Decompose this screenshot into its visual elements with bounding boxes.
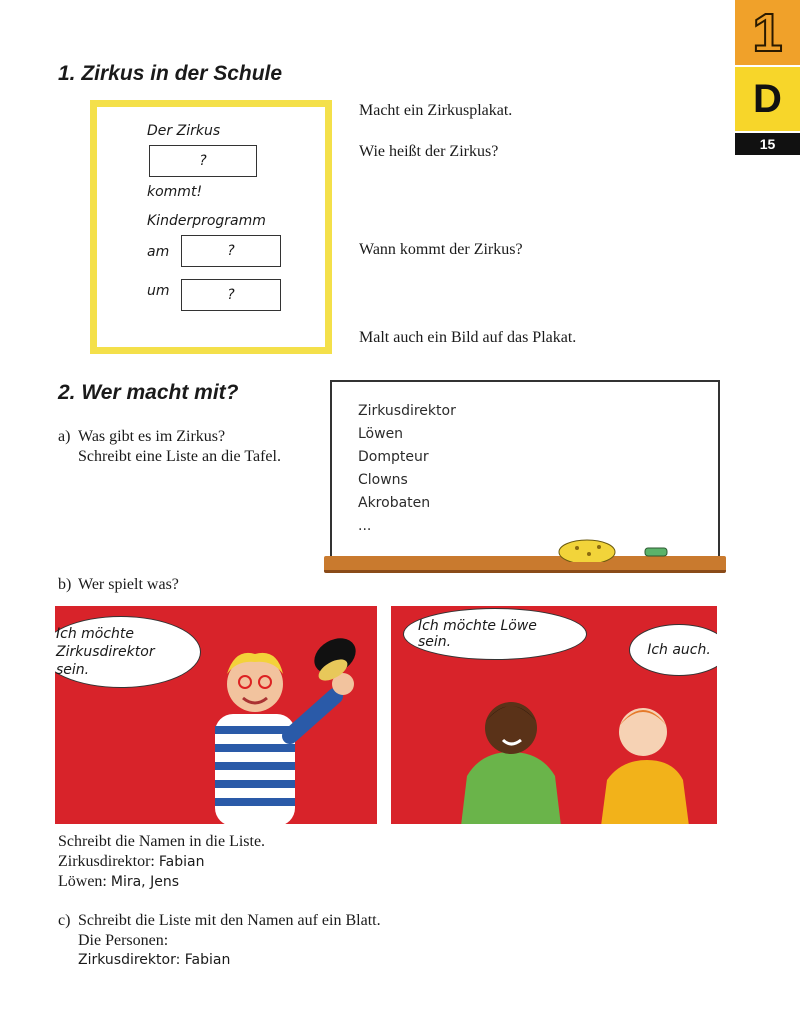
task-a-line1: Was gibt es im Zirkus? bbox=[78, 428, 226, 445]
task-b-text: Wer spielt was? bbox=[78, 576, 179, 593]
comic-panel-fabian bbox=[55, 606, 377, 824]
board-item: ... bbox=[358, 518, 372, 534]
names-row-zirkusdirektor bbox=[58, 853, 204, 871]
board-item: Akrobaten bbox=[358, 495, 431, 511]
page-number: 15 bbox=[735, 133, 800, 155]
poster-date-box: ? bbox=[181, 235, 281, 267]
poster-am-label: am bbox=[147, 244, 170, 260]
poster-time-box: ? bbox=[181, 279, 281, 311]
poster-um-label: um bbox=[147, 283, 170, 299]
board-item: Dompteur bbox=[358, 449, 429, 465]
instruction-when: Wann kommt der Zirkus? bbox=[359, 241, 523, 258]
names-instruction: Schreibt die Namen in die Liste. bbox=[58, 833, 266, 850]
task-c-example: Zirkusdirektor: Fabian bbox=[78, 952, 231, 968]
task-a-label: a) bbox=[58, 428, 71, 445]
speech-bubble-mira: Ich möchte Löwe sein. bbox=[403, 608, 587, 660]
instruction-make-poster: Macht ein Zirkusplakat. bbox=[359, 102, 513, 119]
children-illustration bbox=[451, 666, 711, 824]
section-letter: D bbox=[735, 67, 800, 131]
poster-line-kommt: kommt! bbox=[147, 184, 203, 200]
instruction-draw-picture: Malt auch ein Bild auf das Plakat. bbox=[359, 329, 577, 346]
speech-bubble-fabian: Ich möchte Zirkusdirektor sein. bbox=[55, 616, 201, 688]
poster-line-der-zirkus: Der Zirkus bbox=[147, 123, 221, 139]
sponge-and-chalk-icon bbox=[555, 532, 675, 562]
board-item: Clowns bbox=[358, 472, 408, 488]
poster-line-kinderprogramm: Kinderprogramm bbox=[147, 213, 266, 229]
clown-boy-illustration bbox=[185, 626, 375, 824]
task-c-line2: Die Personen: bbox=[78, 932, 169, 949]
task-c-line1: Schreibt die Liste mit den Namen auf ein Blatt. bbox=[78, 912, 381, 929]
instruction-circus-name: Wie heißt der Zirkus? bbox=[359, 143, 499, 160]
poster-name-box: ? bbox=[149, 145, 257, 177]
section2-title: 2. Wer macht mit? bbox=[58, 381, 239, 404]
task-a-line2: Schreibt eine Liste an die Tafel. bbox=[78, 448, 281, 465]
row-value: Mira, Jens bbox=[110, 874, 179, 890]
task-c-label: c) bbox=[58, 912, 71, 929]
board-item: Löwen bbox=[358, 426, 404, 442]
circus-poster bbox=[90, 100, 332, 354]
row-label: Löwen: bbox=[58, 873, 107, 890]
board-list bbox=[358, 400, 456, 538]
row-value: Fabian bbox=[158, 854, 205, 870]
board-item: Zirkusdirektor bbox=[358, 403, 456, 419]
speech-bubble-jens: Ich auch. bbox=[629, 624, 717, 676]
task-b-label: b) bbox=[58, 576, 72, 593]
row-label: Zirkusdirektor: bbox=[58, 853, 155, 870]
names-row-loewen bbox=[58, 873, 179, 891]
comic-panel-mira-jens bbox=[391, 606, 717, 824]
chapter-number: 1 bbox=[735, 0, 800, 65]
section1-title: 1. Zirkus in der Schule bbox=[58, 62, 283, 85]
